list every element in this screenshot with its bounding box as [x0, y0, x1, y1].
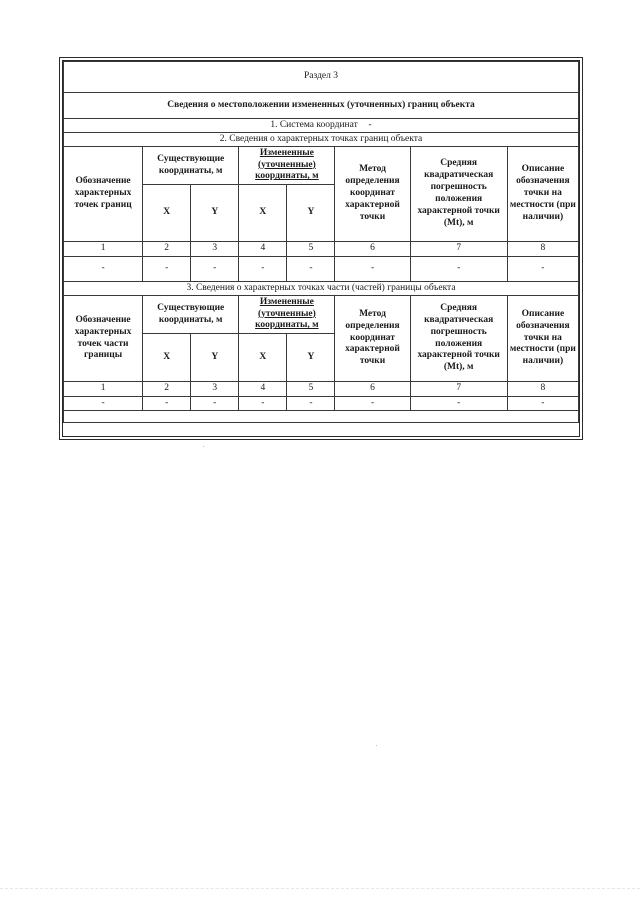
parts-num-1: 1 [64, 382, 143, 397]
points-num-4: 4 [239, 242, 287, 257]
points-cell-2: - [143, 257, 191, 282]
form-frame [59, 57, 583, 440]
points-existing-y: Y [191, 185, 239, 242]
points-num-1: 1 [64, 242, 143, 257]
parts-col-method: Метод определения координат характерной точки [335, 296, 410, 382]
parts-num-8: 8 [507, 382, 578, 397]
points-num-8: 8 [507, 242, 578, 257]
points-number-row [64, 242, 579, 257]
parts-col-description: Описание обозначения точки на местности (при наличии) [507, 296, 578, 382]
points-cell-4: - [239, 257, 287, 282]
parts-cell-4: - [239, 397, 287, 411]
form-inner-frame [62, 60, 580, 437]
parts-table-caption: 3. Сведения о характерных точках части (частей) границы объекта [64, 282, 579, 296]
parts-num-4: 4 [239, 382, 287, 397]
points-col-existing: Существующие координаты, м [143, 147, 239, 185]
points-cell-1: - [64, 257, 143, 282]
section-title: Раздел 3 [64, 62, 579, 93]
parts-col-changed-text: Измененные (уточненные) координаты, м [255, 296, 319, 331]
scan-speck [376, 745, 377, 746]
points-num-7: 7 [410, 242, 507, 257]
points-col-designation: Обозначение характерных точек границ [64, 147, 143, 242]
parts-num-7: 7 [410, 382, 507, 397]
points-data-row [64, 257, 579, 282]
parts-data-row [64, 397, 579, 411]
points-cell-8: - [507, 257, 578, 282]
parts-number-row [64, 382, 579, 397]
trailing-empty-cell [64, 411, 579, 423]
trailing-empty-row [64, 411, 579, 423]
parts-existing-y: Y [191, 334, 239, 382]
parts-changed-y: Y [287, 334, 335, 382]
coordinate-system-value: - [368, 119, 372, 130]
section-table [63, 61, 579, 423]
parts-cell-5: - [287, 397, 335, 411]
points-table-caption: 2. Сведения о характерных точках границ объекта [64, 133, 579, 147]
points-col-description: Описание обозначения точки на местности (при наличии) [507, 147, 578, 242]
parts-existing-x: X [143, 334, 191, 382]
parts-changed-x: X [239, 334, 287, 382]
points-num-3: 3 [191, 242, 239, 257]
parts-col-error: Средняя квадратическая погрешность положения характерной точки (Mt), м [410, 296, 507, 382]
parts-cell-2: - [143, 397, 191, 411]
coordinate-system-label: 1. Система координат [270, 119, 358, 130]
points-cell-3: - [191, 257, 239, 282]
parts-cell-1: - [64, 397, 143, 411]
points-cell-7: - [410, 257, 507, 282]
points-cell-6: - [335, 257, 410, 282]
section-heading: Сведения о местоположении измененных (уточненных) границ объекта [64, 93, 579, 119]
parts-cell-3: - [191, 397, 239, 411]
parts-num-5: 5 [287, 382, 335, 397]
parts-num-3: 3 [191, 382, 239, 397]
parts-num-2: 2 [143, 382, 191, 397]
parts-col-changed [239, 296, 335, 334]
points-existing-x: X [143, 185, 191, 242]
parts-cell-7: - [410, 397, 507, 411]
parts-cell-8: - [507, 397, 578, 411]
page-edge [0, 888, 640, 889]
points-col-changed [239, 147, 335, 185]
points-num-5: 5 [287, 242, 335, 257]
points-num-2: 2 [143, 242, 191, 257]
points-changed-y: Y [287, 185, 335, 242]
parts-col-designation: Обозначение характерных точек части границы [64, 296, 143, 382]
parts-num-6: 6 [335, 382, 410, 397]
points-col-changed-text: Измененные (уточненные) координаты, м [255, 147, 319, 182]
points-col-method: Метод определения координат характерной точки [335, 147, 410, 242]
parts-cell-6: - [335, 397, 410, 411]
points-changed-x: X [239, 185, 287, 242]
points-col-error: Средняя квадратическая погрешность положения характерной точки (Mt), м [410, 147, 507, 242]
points-num-6: 6 [335, 242, 410, 257]
parts-col-existing: Существующие координаты, м [143, 296, 239, 334]
scan-speck [203, 446, 204, 447]
points-cell-5: - [287, 257, 335, 282]
coordinate-system-row [64, 119, 579, 133]
